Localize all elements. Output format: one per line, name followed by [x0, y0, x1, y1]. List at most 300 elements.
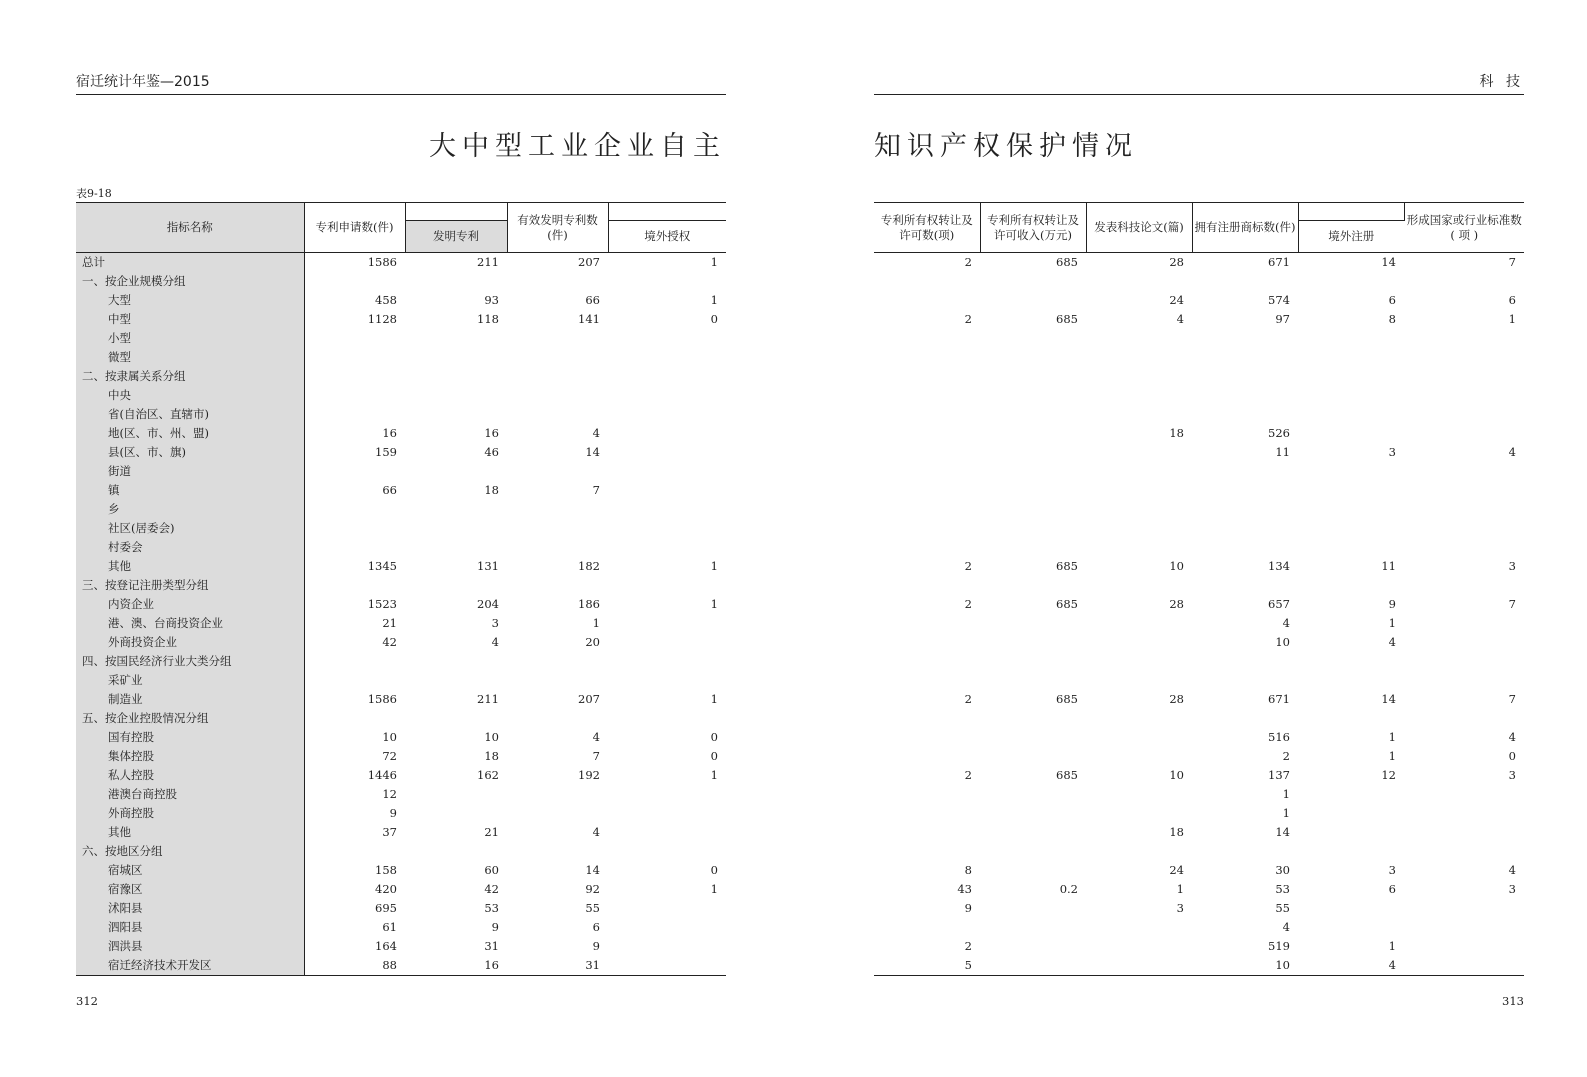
- cell-value: [874, 367, 980, 386]
- table-row: [76, 557, 726, 576]
- cell-value: [1086, 937, 1192, 956]
- row-label: 省(自治区、直辖市): [76, 405, 304, 424]
- cell-value: [874, 500, 980, 519]
- table-row: [76, 766, 726, 785]
- running-head-left: [76, 76, 726, 95]
- cell-value: [1086, 405, 1192, 424]
- cell-value: 88: [304, 956, 405, 976]
- table-row: [874, 519, 1524, 538]
- cell-value: 46: [484, 445, 499, 459]
- cell-value: [1086, 481, 1192, 500]
- row-label: 宿城区: [76, 861, 304, 880]
- cell-value: 2: [964, 597, 972, 611]
- cell-value: [304, 652, 405, 671]
- row-label: 内资企业: [76, 595, 304, 614]
- cell-value: [405, 329, 507, 348]
- cell-value: [1404, 424, 1524, 443]
- cell-value: 4: [1282, 920, 1290, 934]
- cell-value: 2: [964, 255, 972, 269]
- cell-value: [1192, 538, 1298, 557]
- row-label: 总计: [76, 253, 304, 273]
- cell-value: 18: [1169, 825, 1184, 839]
- row-label: 街道: [76, 462, 304, 481]
- cell-value: [980, 899, 1086, 918]
- table-row: [874, 766, 1524, 785]
- cell-value: [1404, 671, 1524, 690]
- cell-value: 18: [484, 749, 499, 763]
- cell-value: 4: [491, 635, 499, 649]
- cell-value: [405, 709, 507, 728]
- cell-value: [304, 386, 405, 405]
- row-label: 乡: [76, 500, 304, 519]
- cell-value: 3: [491, 616, 499, 630]
- cell-value: 14: [1275, 825, 1290, 839]
- cell-value: 685: [1056, 692, 1078, 706]
- table-row: [76, 576, 726, 595]
- cell-value: 1: [710, 293, 718, 307]
- cell-value: [874, 386, 980, 405]
- cell-value: [304, 329, 405, 348]
- cell-value: [1298, 804, 1404, 823]
- cell-value: [1086, 671, 1192, 690]
- table-row: [874, 652, 1524, 671]
- cell-value: [1298, 462, 1404, 481]
- row-label: 制造业: [76, 690, 304, 709]
- cell-value: 97: [1275, 312, 1290, 326]
- cell-value: [1086, 728, 1192, 747]
- table-row: [76, 481, 726, 500]
- cell-value: [405, 804, 507, 823]
- table-row: [76, 519, 726, 538]
- cell-value: [608, 899, 726, 918]
- cell-value: [980, 652, 1086, 671]
- cell-value: 519: [1268, 939, 1290, 953]
- cell-value: [1086, 386, 1192, 405]
- cell-value: 574: [1268, 293, 1290, 307]
- cell-value: [1192, 405, 1298, 424]
- cell-value: 1: [1388, 616, 1396, 630]
- row-label: 四、按国民经济行业大类分组: [76, 652, 304, 671]
- cell-value: [507, 329, 608, 348]
- header-overseas-registration: 境外注册: [1298, 221, 1404, 253]
- cell-value: [1086, 842, 1192, 861]
- cell-value: 4: [1176, 312, 1184, 326]
- cell-value: [1192, 500, 1298, 519]
- cell-value: [405, 367, 507, 386]
- cell-value: 159: [375, 445, 397, 459]
- cell-value: 10: [1169, 559, 1184, 573]
- cell-value: [608, 937, 726, 956]
- cell-value: [980, 671, 1086, 690]
- table-row: [874, 633, 1524, 652]
- page-number-right: 313: [1502, 994, 1524, 1008]
- table-row: [874, 538, 1524, 557]
- cell-value: [1086, 633, 1192, 652]
- table-row: [874, 614, 1524, 633]
- cell-value: [1086, 614, 1192, 633]
- table-row: [874, 785, 1524, 804]
- cell-value: 93: [484, 293, 499, 307]
- cell-value: 10: [1275, 635, 1290, 649]
- row-label: 其他: [76, 557, 304, 576]
- cell-value: [1086, 443, 1192, 462]
- cell-value: [1404, 614, 1524, 633]
- cell-value: [1086, 576, 1192, 595]
- table-row: [874, 405, 1524, 424]
- cell-value: [874, 348, 980, 367]
- table-row: [76, 329, 726, 348]
- cell-value: 28: [1169, 692, 1184, 706]
- cell-value: [874, 709, 980, 728]
- row-label: 私人控股: [76, 766, 304, 785]
- cell-value: 28: [1169, 255, 1184, 269]
- cell-value: 6: [1388, 293, 1396, 307]
- cell-value: 1: [710, 597, 718, 611]
- header-papers: 发表科技论文(篇): [1086, 203, 1192, 253]
- cell-value: 0: [710, 312, 718, 326]
- cell-value: 192: [578, 768, 600, 782]
- cell-value: [608, 272, 726, 291]
- cell-value: 4: [1508, 445, 1516, 459]
- table-row: [76, 956, 726, 976]
- cell-value: [1404, 937, 1524, 956]
- cell-value: 72: [382, 749, 397, 763]
- cell-value: [304, 405, 405, 424]
- table-row: [76, 861, 726, 880]
- cell-value: [1086, 804, 1192, 823]
- cell-value: [980, 519, 1086, 538]
- table-row: [76, 272, 726, 291]
- cell-value: 182: [578, 559, 600, 573]
- cell-value: [405, 538, 507, 557]
- cell-value: 2: [964, 559, 972, 573]
- cell-value: 2: [964, 312, 972, 326]
- row-label: 其他: [76, 823, 304, 842]
- chapter-name: 科 技: [1479, 74, 1524, 90]
- header-transfer-count: 专利所有权转让及许可数(项): [874, 203, 980, 253]
- cell-value: [874, 443, 980, 462]
- cell-value: [1298, 519, 1404, 538]
- cell-value: [507, 405, 608, 424]
- table-row: [76, 709, 726, 728]
- cell-value: [980, 709, 1086, 728]
- table-row: [76, 595, 726, 614]
- cell-value: [874, 728, 980, 747]
- cell-value: 18: [484, 483, 499, 497]
- cell-value: [1192, 842, 1298, 861]
- cell-value: [405, 500, 507, 519]
- cell-value: 4: [1388, 635, 1396, 649]
- cell-value: [304, 671, 405, 690]
- cell-value: [1404, 804, 1524, 823]
- cell-value: [874, 462, 980, 481]
- table-row: [874, 728, 1524, 747]
- cell-value: [608, 329, 726, 348]
- cell-value: [1086, 709, 1192, 728]
- cell-value: 1: [592, 616, 600, 630]
- cell-value: [874, 823, 980, 842]
- cell-value: [405, 462, 507, 481]
- cell-value: [980, 329, 1086, 348]
- cell-value: [507, 576, 608, 595]
- cell-value: [405, 576, 507, 595]
- cell-value: 526: [1268, 426, 1290, 440]
- cell-value: [1192, 481, 1298, 500]
- table-row: [874, 557, 1524, 576]
- cell-value: [1404, 348, 1524, 367]
- cell-value: [507, 709, 608, 728]
- cell-value: 695: [375, 901, 397, 915]
- table-row: [874, 823, 1524, 842]
- row-label: 微型: [76, 348, 304, 367]
- cell-value: [1192, 462, 1298, 481]
- table-row: [874, 956, 1524, 976]
- cell-value: [1086, 956, 1192, 976]
- cell-value: [1086, 652, 1192, 671]
- cell-value: [507, 671, 608, 690]
- cell-value: 671: [1268, 692, 1290, 706]
- cell-value: [980, 367, 1086, 386]
- cell-value: [1298, 329, 1404, 348]
- cell-value: 9: [1388, 597, 1396, 611]
- cell-value: [1298, 652, 1404, 671]
- cell-value: 42: [382, 635, 397, 649]
- table-row: [76, 443, 726, 462]
- table-row: [874, 918, 1524, 937]
- running-head-right: [874, 76, 1524, 95]
- cell-value: 420: [375, 882, 397, 896]
- cell-value: [1192, 576, 1298, 595]
- left-table: [76, 202, 726, 976]
- cell-value: 4: [592, 730, 600, 744]
- cell-value: [608, 804, 726, 823]
- cell-value: 10: [1192, 956, 1298, 976]
- cell-value: [980, 823, 1086, 842]
- cell-value: 7: [1508, 255, 1516, 269]
- cell-value: 207: [578, 255, 600, 269]
- cell-value: 3: [1388, 445, 1396, 459]
- table-row: [76, 462, 726, 481]
- cell-value: 53: [484, 901, 499, 915]
- cell-value: [874, 918, 980, 937]
- cell-value: [608, 633, 726, 652]
- cell-value: [507, 367, 608, 386]
- cell-value: [608, 671, 726, 690]
- table-row: [76, 918, 726, 937]
- cell-value: 53: [1275, 882, 1290, 896]
- cell-value: 12: [382, 787, 397, 801]
- cell-value: [405, 671, 507, 690]
- cell-value: [1404, 462, 1524, 481]
- cell-value: 0.2: [1059, 882, 1078, 896]
- cell-value: 2: [964, 692, 972, 706]
- cell-value: 131: [477, 559, 499, 573]
- cell-value: 4: [1298, 956, 1404, 976]
- cell-value: 24: [1169, 863, 1184, 877]
- table-row: [76, 728, 726, 747]
- cell-value: 2: [1282, 749, 1290, 763]
- cell-value: 1345: [367, 559, 397, 573]
- row-label: 港澳台商控股: [76, 785, 304, 804]
- cell-value: 16: [382, 426, 397, 440]
- cell-value: [1404, 329, 1524, 348]
- cell-value: 3: [1388, 863, 1396, 877]
- cell-value: [1086, 785, 1192, 804]
- cell-value: 685: [1056, 255, 1078, 269]
- cell-value: [1298, 272, 1404, 291]
- cell-value: 1: [710, 768, 718, 782]
- cell-value: [1298, 481, 1404, 500]
- cell-value: [608, 652, 726, 671]
- cell-value: [1404, 576, 1524, 595]
- row-label: 港、澳、台商投资企业: [76, 614, 304, 633]
- cell-value: 4: [1282, 616, 1290, 630]
- cell-value: [608, 481, 726, 500]
- cell-value: 14: [1381, 692, 1396, 706]
- cell-value: 8: [964, 863, 972, 877]
- table-row: [874, 329, 1524, 348]
- cell-value: [1298, 671, 1404, 690]
- cell-value: [608, 519, 726, 538]
- cell-value: 1: [1282, 806, 1290, 820]
- cell-value: 12: [1381, 768, 1396, 782]
- cell-value: [507, 842, 608, 861]
- cell-value: [1404, 918, 1524, 937]
- yearbook-title: 宿迁统计年鉴—2015: [76, 74, 210, 90]
- cell-value: 158: [375, 863, 397, 877]
- table-row: [874, 500, 1524, 519]
- cell-value: 31: [484, 939, 499, 953]
- cell-value: 6: [592, 920, 600, 934]
- table-row: [76, 823, 726, 842]
- cell-value: 9: [592, 939, 600, 953]
- cell-value: 3: [1508, 559, 1516, 573]
- table-row: [874, 690, 1524, 709]
- cell-value: [980, 424, 1086, 443]
- cell-value: 9: [964, 901, 972, 915]
- cell-value: 30: [1275, 863, 1290, 877]
- cell-value: 1523: [367, 597, 397, 611]
- cell-value: [1404, 785, 1524, 804]
- cell-value: 66: [585, 293, 600, 307]
- cell-value: [608, 614, 726, 633]
- cell-value: [608, 500, 726, 519]
- table-row: [76, 690, 726, 709]
- cell-value: 4: [1508, 730, 1516, 744]
- cell-value: [304, 519, 405, 538]
- title-left-part: 大中型工业企业自主: [429, 131, 726, 162]
- cell-value: [1086, 538, 1192, 557]
- cell-value: [980, 918, 1086, 937]
- cell-value: 10: [484, 730, 499, 744]
- cell-value: [874, 804, 980, 823]
- cell-value: 1: [1388, 939, 1396, 953]
- table-row: [874, 386, 1524, 405]
- cell-value: 1586: [367, 692, 397, 706]
- cell-value: [608, 424, 726, 443]
- cell-value: 3: [1508, 882, 1516, 896]
- cell-value: 66: [382, 483, 397, 497]
- cell-value: [1298, 538, 1404, 557]
- cell-value: [1192, 709, 1298, 728]
- cell-value: 137: [1268, 768, 1290, 782]
- table-row: [76, 899, 726, 918]
- cell-value: [1298, 405, 1404, 424]
- cell-value: [405, 386, 507, 405]
- cell-value: [507, 462, 608, 481]
- cell-value: 37: [382, 825, 397, 839]
- cell-value: [980, 386, 1086, 405]
- table-row: [76, 538, 726, 557]
- right-table: [874, 202, 1524, 976]
- cell-value: 118: [477, 312, 499, 326]
- row-label: 三、按登记注册类型分组: [76, 576, 304, 595]
- table-row: [874, 842, 1524, 861]
- cell-value: [608, 576, 726, 595]
- cell-value: [507, 652, 608, 671]
- cell-value: [980, 462, 1086, 481]
- row-label: 五、按企业控股情况分组: [76, 709, 304, 728]
- cell-value: [1404, 519, 1524, 538]
- cell-value: [874, 405, 980, 424]
- cell-value: [1404, 633, 1524, 652]
- row-label: 小型: [76, 329, 304, 348]
- cell-value: [1404, 823, 1524, 842]
- table-row: [76, 804, 726, 823]
- cell-value: [980, 804, 1086, 823]
- cell-value: 4: [592, 426, 600, 440]
- cell-value: 516: [1268, 730, 1290, 744]
- table-row: [76, 614, 726, 633]
- cell-value: [608, 443, 726, 462]
- cell-value: [304, 500, 405, 519]
- cell-value: 16: [405, 956, 507, 976]
- cell-value: 6: [1508, 293, 1516, 307]
- table-row: [874, 899, 1524, 918]
- cell-value: [1086, 500, 1192, 519]
- table-row: [874, 880, 1524, 899]
- cell-value: [608, 386, 726, 405]
- cell-value: [874, 538, 980, 557]
- header-transfer-income: 专利所有权转让及许可收入(万元): [980, 203, 1086, 253]
- cell-value: [1298, 899, 1404, 918]
- row-label: 宿豫区: [76, 880, 304, 899]
- cell-value: 0: [710, 730, 718, 744]
- row-label: 社区(居委会): [76, 519, 304, 538]
- row-label: 泗洪县: [76, 937, 304, 956]
- cell-value: 1: [710, 882, 718, 896]
- cell-value: 141: [578, 312, 600, 326]
- cell-value: [608, 462, 726, 481]
- cell-value: 7: [592, 483, 600, 497]
- cell-value: [1404, 538, 1524, 557]
- cell-value: [1404, 481, 1524, 500]
- cell-value: [1298, 348, 1404, 367]
- cell-value: [980, 728, 1086, 747]
- cell-value: [507, 386, 608, 405]
- cell-value: [405, 272, 507, 291]
- left-page: [76, 0, 726, 1077]
- row-label: 地(区、市、州、盟): [76, 424, 304, 443]
- cell-value: [874, 747, 980, 766]
- cell-value: [405, 785, 507, 804]
- table-row: [76, 405, 726, 424]
- table-row: [874, 291, 1524, 310]
- cell-value: 204: [477, 597, 499, 611]
- cell-value: [1086, 747, 1192, 766]
- cell-value: [1298, 823, 1404, 842]
- table-row: [874, 576, 1524, 595]
